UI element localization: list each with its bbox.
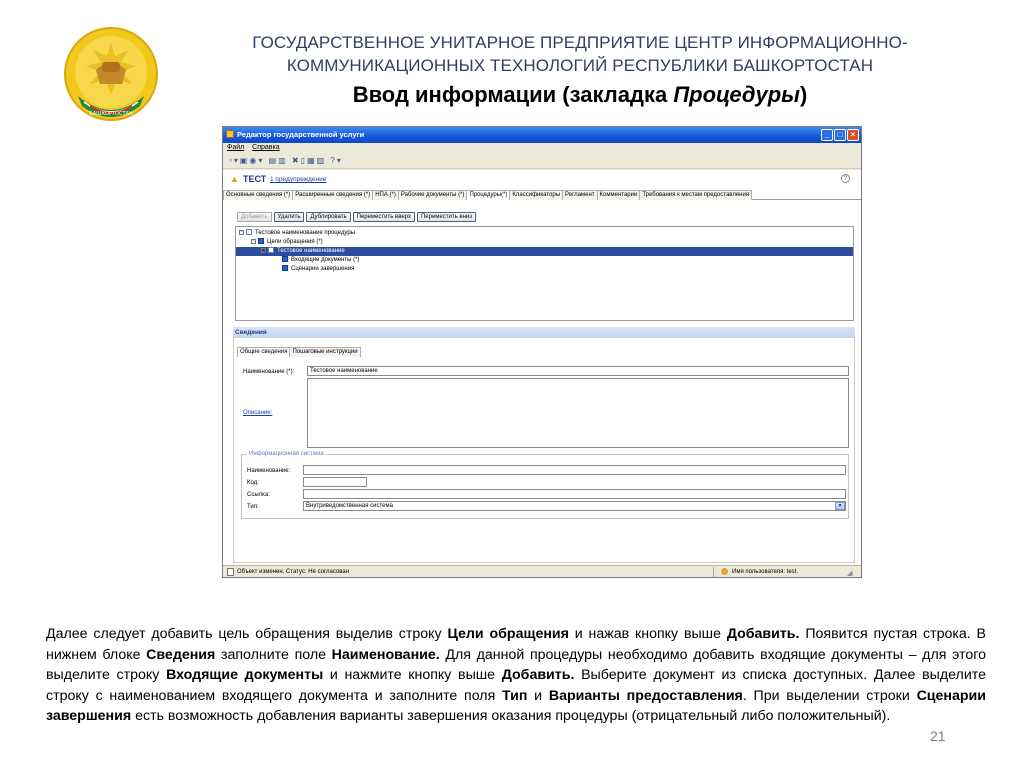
editor-window <box>222 126 862 578</box>
title-part1: Ввод информации (закладка <box>352 82 674 107</box>
main-tabs <box>223 190 861 200</box>
status-divider <box>713 567 714 578</box>
tab-place-requirements[interactable]: Требования к местам предоставления <box>639 190 752 200</box>
subtab-instructions[interactable]: Пошаговые инструкции <box>289 347 360 357</box>
add-button[interactable]: Добавить <box>237 212 272 222</box>
book-icon <box>282 265 288 271</box>
tree-node-label: Сценарии завершения <box>291 266 355 272</box>
is-type-select[interactable]: Внутриведомственная система <box>303 501 846 511</box>
text-run: Далее следует добавить цель обращения выделив строку <box>46 626 448 642</box>
tab-procedures[interactable]: Процедуры(*) <box>466 190 510 200</box>
svg-text:БАШКОРТОСТАН: БАШКОРТОСТАН <box>89 111 133 117</box>
tree-node-label: Цели обращения (*) <box>267 239 323 245</box>
page-number: 21 <box>930 728 946 744</box>
book-icon <box>258 238 264 244</box>
title-italic: Процедуры <box>673 82 800 107</box>
document-icon <box>246 229 252 235</box>
bashkortostan-emblem-logo <box>62 26 160 128</box>
close-button[interactable]: × <box>847 129 859 141</box>
tree-node-label: Тестовое наименование <box>277 248 345 254</box>
title-part2: ) <box>799 82 808 107</box>
warnings-link[interactable]: 1 предупреждение <box>270 176 327 183</box>
is-link-label: Ссылка: <box>247 492 270 498</box>
warning-icon: ▲ <box>230 174 239 184</box>
is-code-field[interactable] <box>303 477 367 487</box>
tab-npa[interactable]: НПА (*) <box>372 190 399 200</box>
text-run: . При выделении строки <box>742 687 917 704</box>
tree-action-buttons <box>237 212 478 222</box>
delete-button[interactable]: Удалить <box>274 212 305 222</box>
tab-regulation[interactable]: Регламент <box>562 190 598 200</box>
toolbar[interactable] <box>223 154 861 169</box>
section-header: Сведения <box>233 327 855 338</box>
text-run: есть возможность добавления варианты завершения оказания процедуры (отрицательный либо положительный). <box>131 708 891 724</box>
duplicate-button[interactable]: Дублировать <box>306 212 350 222</box>
tree-node-goals[interactable] <box>251 238 323 247</box>
text-run: заполните поле <box>215 646 332 663</box>
info-system-legend: Информационная система <box>249 451 324 457</box>
status-text: Объект изменен. Статус: Не согласован <box>237 569 350 575</box>
tree-node-label: Тестовое наименование процедуры <box>255 230 355 236</box>
text-run: Появится пустая строка. В нижнем блоке <box>46 626 987 663</box>
minimize-button[interactable]: _ <box>821 129 833 141</box>
text-run: Выберите документ из списка доступных. Далее выделите строку с наименованием входящего документа и заполните поля <box>46 667 986 704</box>
document-icon <box>268 247 274 253</box>
tree-node-test-name[interactable] <box>236 247 853 256</box>
edit-status-icon <box>227 568 234 576</box>
window-titlebar[interactable] <box>223 127 861 143</box>
name-label: Наименование (*): <box>243 369 295 375</box>
tree-node-procedure[interactable] <box>239 229 355 238</box>
toolbar-icons[interactable]: ▫▾▣◉▾ ▤▥ ✖▯▦▨ ?▾ <box>229 156 343 165</box>
bold-run: Варианты предоставления <box>548 687 743 704</box>
org-title-line1: ГОСУДАРСТВЕННОЕ УНИТАРНОЕ ПРЕДПРИЯТИЕ ЦЕНТР ИНФОРМАЦИОННО- <box>252 33 908 52</box>
tree-node-incoming-docs[interactable] <box>282 256 359 265</box>
bold-run: Добавить. <box>501 667 575 683</box>
bold-run: Тип <box>502 687 528 704</box>
menu-file[interactable]: Файл <box>227 144 245 151</box>
is-type-label: Тип: <box>247 504 259 510</box>
status-bar <box>223 565 861 578</box>
procedure-tree[interactable] <box>235 226 854 321</box>
name-field[interactable]: Тестовое наименование <box>307 366 849 376</box>
bold-run: Наименование. <box>331 646 440 663</box>
is-name-label: Наименование: <box>247 468 291 474</box>
bold-run: Сценарии завершения <box>46 687 986 724</box>
move-down-button[interactable]: Переместить вниз <box>417 212 476 222</box>
is-link-field[interactable] <box>303 489 846 499</box>
description-field[interactable] <box>307 378 849 448</box>
tree-node-label: Входящие документы (*) <box>291 257 360 263</box>
text-run: Для данной процедуры необходимо добавить входящие документы – для этого выделите строку <box>46 646 986 683</box>
user-icon <box>721 568 728 575</box>
bold-run: Сведения <box>146 646 216 663</box>
book-icon <box>282 256 288 262</box>
tab-classifiers[interactable]: Классификаторы <box>509 190 563 200</box>
bold-run: Цели обращения <box>447 626 569 642</box>
tab-comments[interactable]: Комментарии <box>597 190 641 200</box>
subtab-general[interactable]: Общие сведения <box>237 347 290 357</box>
text-run: и нажав кнопку выше <box>568 626 727 642</box>
description-label[interactable]: Описание: <box>243 410 273 416</box>
app-icon <box>226 130 234 138</box>
bold-run: Добавить. <box>726 626 800 642</box>
document-title: ТЕСТ <box>243 174 267 184</box>
tab-main-info[interactable]: Основные сведения (*) <box>223 190 293 200</box>
chevron-down-icon[interactable]: ▾ <box>835 502 845 510</box>
window-title: Редактор государственной услуги <box>237 130 365 139</box>
page-title <box>200 82 960 108</box>
move-up-button[interactable]: Переместить вверх <box>353 212 415 222</box>
detail-subtabs <box>237 347 360 357</box>
maximize-button[interactable]: □ <box>834 129 846 141</box>
menu-bar <box>223 143 861 154</box>
bold-run: Входящие документы <box>166 667 324 683</box>
tab-extended-info[interactable]: Расширенные сведения (*) <box>292 190 373 200</box>
instruction-paragraph <box>46 624 986 727</box>
tab-work-docs[interactable]: Рабочие документы (*) <box>398 190 468 200</box>
tree-node-scenarios[interactable] <box>282 265 354 274</box>
menu-help[interactable]: Справка <box>252 144 280 151</box>
user-name-text: Имя пользователя: test. <box>732 569 799 575</box>
text-run: и нажмите кнопку выше <box>323 667 502 683</box>
resize-grip-icon[interactable]: ◢ <box>847 570 853 577</box>
text-run: и <box>527 687 549 704</box>
org-title-line2: КОММУНИКАЦИОННЫХ ТЕХНОЛОГИЙ РЕСПУБЛИКИ БАШКОРТОСТАН <box>286 56 874 75</box>
is-name-field[interactable] <box>303 465 846 475</box>
collapse-icon[interactable]: - <box>262 246 265 253</box>
collapse-icon[interactable]: - <box>240 228 243 235</box>
collapse-icon[interactable]: - <box>252 237 255 244</box>
is-code-label: Код: <box>247 480 259 486</box>
help-icon[interactable]: ? <box>841 174 850 183</box>
